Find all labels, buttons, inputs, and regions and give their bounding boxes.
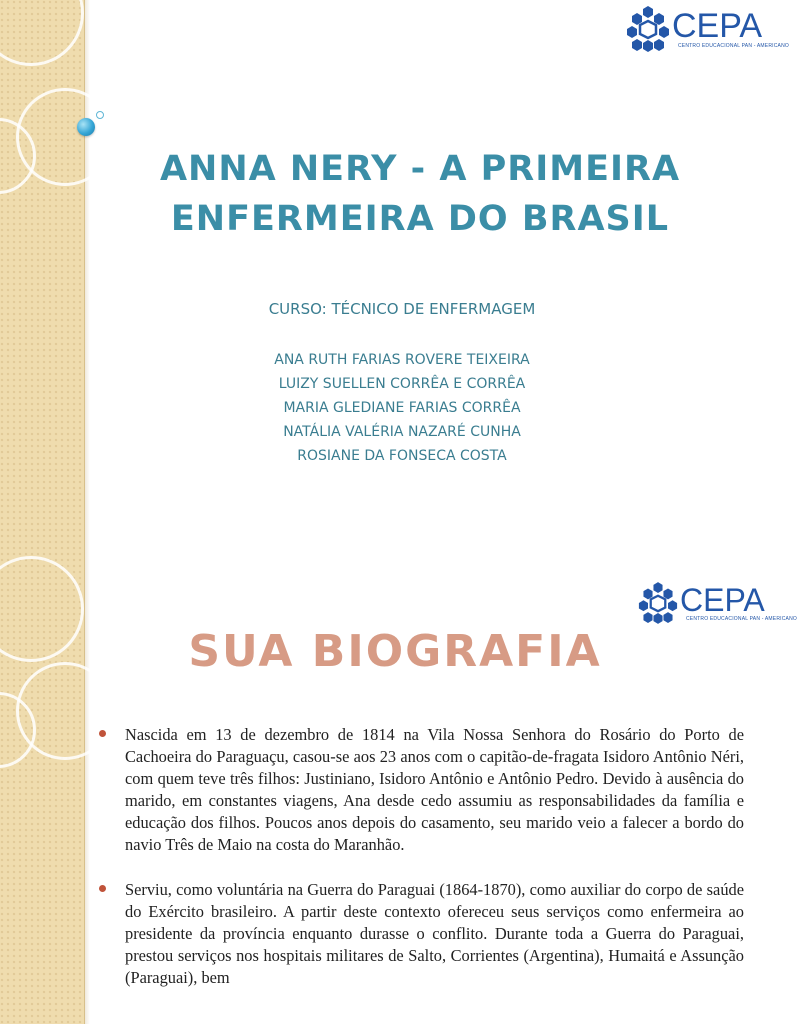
biography-bullets	[96, 724, 744, 1012]
list-item	[96, 879, 744, 989]
slide-title	[100, 144, 740, 244]
title-line-2: ENFERMEIRA DO BRASIL	[170, 199, 670, 239]
section-title: SUA BIOGRAFIA	[188, 626, 602, 677]
decorative-side-panel	[0, 0, 85, 576]
cepa-logo	[638, 580, 797, 626]
author-name: LUIZY SUELLEN CORRÊA E CORRÊA	[278, 376, 526, 392]
logo-wordmark: CEPA	[680, 582, 765, 618]
author-name: NATÁLIA VALÉRIA NAZARÉ CUNHA	[283, 424, 521, 440]
decorative-bead	[96, 111, 104, 119]
list-item	[96, 724, 744, 856]
cepa-hexagon-logo-icon	[638, 580, 678, 626]
bullet-icon	[99, 885, 106, 892]
logo-subtitle: CENTRO EDUCACIONAL PAN - AMERICANO	[678, 43, 789, 49]
author-name: ROSIANE DA FONSECA COSTA	[297, 448, 507, 464]
bullet-text: Nascida em 13 de dezembro de 1814 na Vila Nossa Senhora do Rosário do Porto de Cachoeira do Paraguaçu, casou-se aos 23 anos com o capitão-de-fragata Isidoro Antônio Néri, com quem teve três filhos: Justiniano, Isidoro Antônio e Antônio Pedro. Devido à ausência do marido, em constantes viagens, Ana desde cedo assumiu as responsabilidades da família e educação dos filhos. Poucos anos depois do casamento, seu marido veio a falecer a bordo do navio Três de Maio na costa do Maranhão.	[125, 725, 744, 854]
authors-list	[100, 348, 704, 468]
decorative-bead	[77, 118, 95, 136]
bullet-text: Serviu, como voluntária na Guerra do Paraguai (1864-1870), como auxiliar do corpo de saúde do Exército brasileiro. A partir deste contexto ofereceu seus serviços como enfermeira ao presidente da província enquanto durasse o conflito. Durante toda a Guerra do Paraguai, prestou serviços nos hospitais militares de Salto, Corrientes (Argentina), Humaitá e Assunção (Paraguai), bem	[125, 880, 744, 987]
cepa-hexagon-logo-icon	[626, 4, 670, 54]
logo-wordmark: CEPA	[672, 7, 763, 45]
bullet-icon	[99, 730, 106, 737]
cepa-logo	[626, 4, 789, 54]
logo-subtitle: CENTRO EDUCACIONAL PAN - AMERICANO	[686, 616, 797, 622]
author-name: MARIA GLEDIANE FARIAS CORRÊA	[283, 400, 521, 416]
author-name: ANA RUTH FARIAS ROVERE TEIXEIRA	[274, 352, 530, 368]
title-line-1: ANNA NERY - A PRIMEIRA	[159, 149, 681, 189]
course-label: CURSO: TÉCNICO DE ENFERMAGEM	[268, 300, 536, 318]
biography-slide	[0, 576, 797, 1024]
